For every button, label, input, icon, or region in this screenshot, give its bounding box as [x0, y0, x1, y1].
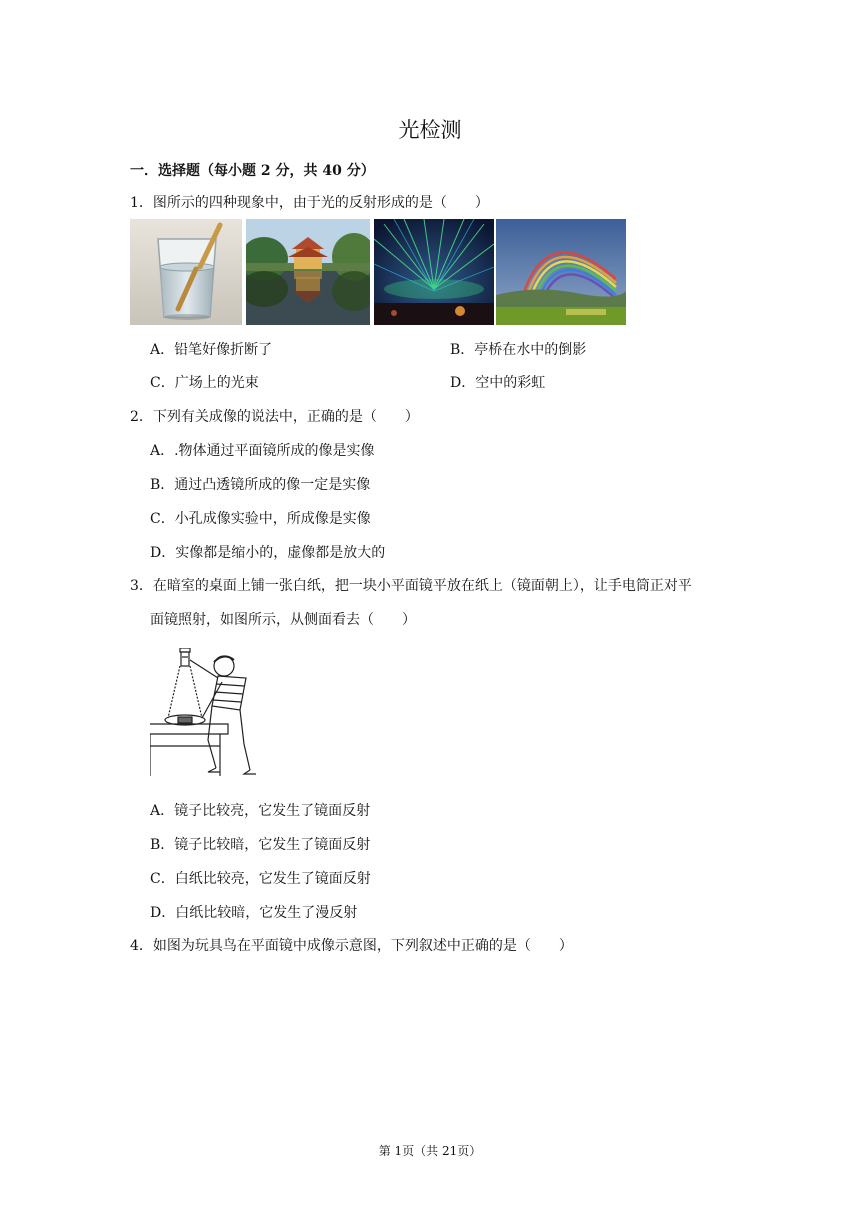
- question-2-stem: 2．下列有关成像的说法中，正确的是（ ）: [130, 409, 419, 425]
- question-3-stem-line-1: 3．在暗室的桌面上铺一张白纸，把一块小平面镜平放在纸上（镜面朝上），让手电筒正对平: [130, 578, 692, 594]
- rainbow-image: [496, 219, 626, 325]
- question-2-option-b: B．通过凸透镜所成的像一定是实像: [150, 477, 371, 493]
- question-2-option-a: A．.物体通过平面镜所成的像是实像: [150, 443, 375, 459]
- laser-beams-image: [374, 219, 494, 325]
- pavilion-reflection-image: [246, 219, 370, 325]
- pencil-in-glass-image: [130, 219, 242, 325]
- question-4-stem: 4．如图为玩具鸟在平面镜中成像示意图，下列叙述中正确的是（ ）: [130, 938, 573, 954]
- question-1-stem: 1．图所示的四种现象中，由于光的反射形成的是（ ）: [130, 195, 489, 211]
- page-footer: 第 1页（共 21页）: [378, 1144, 482, 1158]
- question-1-option-a: A．铅笔好像折断了: [150, 342, 273, 358]
- question-3-option-c: C．白纸比较亮，它发生了镜面反射: [150, 871, 371, 887]
- page-title: 光检测: [398, 118, 462, 142]
- question-3-option-b: B．镜子比较暗，它发生了镜面反射: [150, 837, 371, 853]
- flashlight-mirror-illustration: [150, 648, 265, 778]
- question-3-option-a: A．镜子比较亮，它发生了镜面反射: [150, 803, 371, 819]
- question-2-option-c: C．小孔成像实验中，所成像是实像: [150, 511, 371, 527]
- question-2-option-d: D．实像都是缩小的，虚像都是放大的: [150, 545, 386, 561]
- question-3-option-d: D．白纸比较暗，它发生了漫反射: [150, 905, 358, 921]
- section-heading: 一．选择题（每小题 2 分，共 40 分）: [130, 163, 375, 179]
- question-1-option-c: C．广场上的光束: [150, 375, 259, 391]
- question-3-stem-line-2: 面镜照射，如图所示，从侧面看去（ ）: [150, 612, 416, 628]
- question-1-option-d: D．空中的彩虹: [450, 375, 546, 391]
- question-1-option-b: B．亭桥在水中的倒影: [450, 342, 587, 358]
